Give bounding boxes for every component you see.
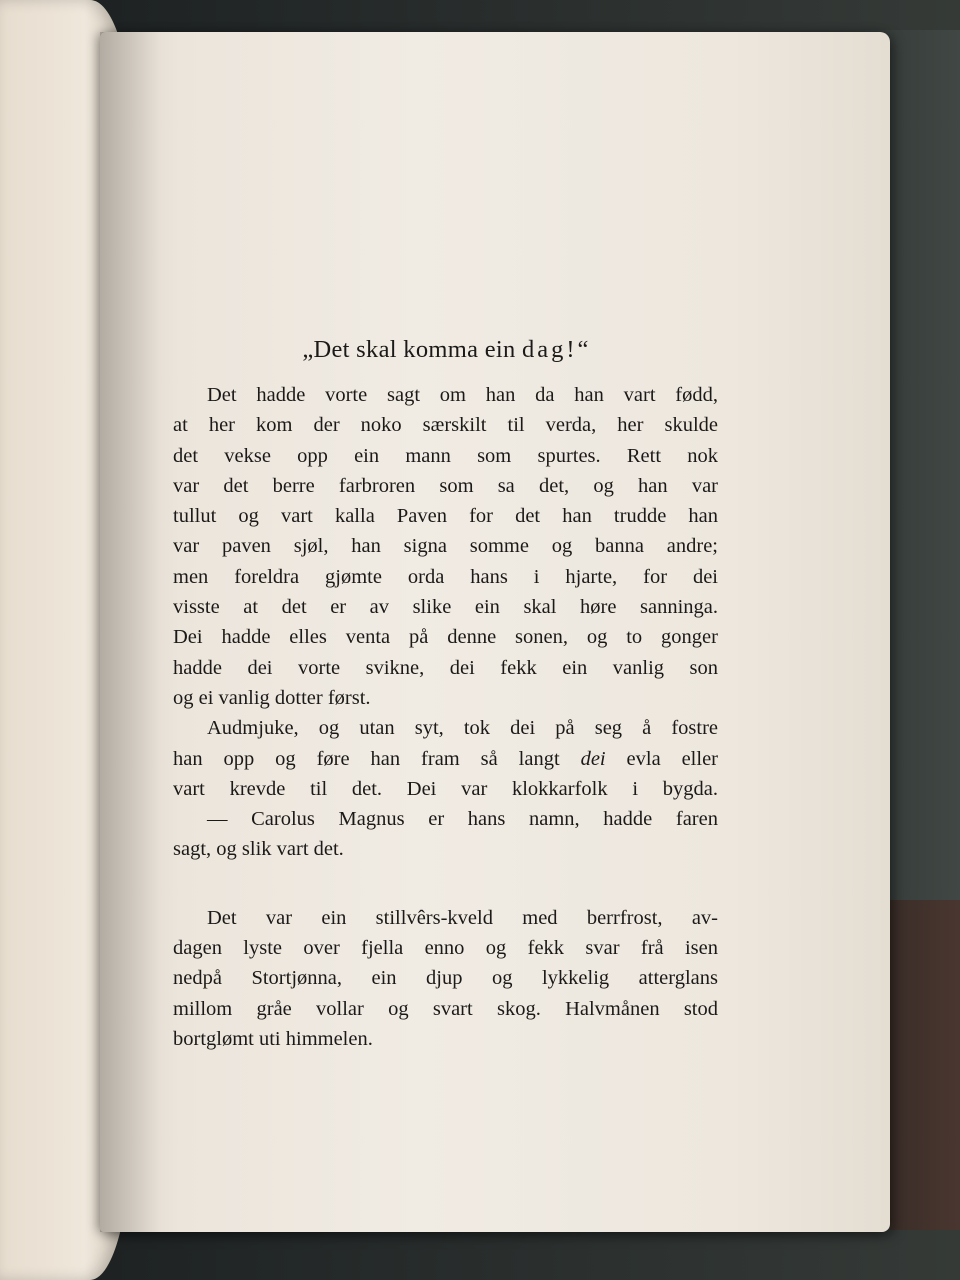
text-line: var paven sjøl, han signa somme og banna andre; xyxy=(173,535,718,558)
text-line-with-italic xyxy=(173,744,718,774)
book-page xyxy=(100,32,890,1232)
paragraph-2 xyxy=(173,713,718,864)
text-line: hadde dei vorte svikne, dei fekk ein vanlig son xyxy=(173,656,718,679)
chapter-title-spaced: dag! xyxy=(521,336,578,363)
text-segment: evla eller xyxy=(605,747,719,770)
paragraph-1 xyxy=(173,380,718,713)
wood-surface xyxy=(890,900,960,1230)
text-line: Audmjuke, og utan syt, tok dei på seg å fostre xyxy=(207,717,718,740)
chapter-text xyxy=(173,332,718,1054)
text-line: at her kom der noko særskilt til verda, her skulde xyxy=(173,414,718,437)
text-line: bortglømt uti himmelen. xyxy=(173,1027,373,1050)
text-line: var det berre farbroren som sa det, og han var xyxy=(173,474,718,497)
text-line: dagen lyste over fjella enno og fekk svar frå isen xyxy=(173,937,718,960)
text-line: Det hadde vorte sagt om han da han vart fødd, xyxy=(207,384,718,406)
chapter-title-close: “ xyxy=(577,336,589,363)
italic-word: dei xyxy=(580,747,606,770)
text-line: men foreldra gjømte orda hans i hjarte, for dei xyxy=(173,565,718,588)
text-line: Det var ein stillvêrs-kveld med berrfrost, av- xyxy=(207,906,718,929)
text-line: tullut og vart kalla Paven for det han trudde han xyxy=(173,505,718,528)
text-line: visste at det er av slike ein skal høre sanninga. xyxy=(173,596,718,619)
text-segment: han opp og føre han fram så langt xyxy=(173,747,581,770)
text-line: Dei hadde elles venta på denne sonen, og to gonger xyxy=(173,626,718,649)
text-line: vart krevde til det. Dei var klokkarfolk i bygda. xyxy=(173,777,718,800)
text-line: — Carolus Magnus er hans namn, hadde faren xyxy=(207,808,718,831)
section-gap xyxy=(173,865,718,903)
text-line: det vekse opp ein mann som spurtes. Rett nok xyxy=(173,444,718,467)
text-line: sagt, og slik vart det. xyxy=(173,838,344,861)
chapter-title xyxy=(173,332,718,368)
chapter-title-main: „Det skal komma ein xyxy=(302,336,522,363)
paragraph-3 xyxy=(173,903,718,1054)
text-line: millom gråe vollar og svart skog. Halvmånen stod xyxy=(173,997,718,1020)
text-line: og ei vanlig dotter først. xyxy=(173,686,371,709)
spine-shadow xyxy=(100,32,160,1232)
text-line: nedpå Stortjønna, ein djup og lykkelig atterglans xyxy=(173,967,718,990)
